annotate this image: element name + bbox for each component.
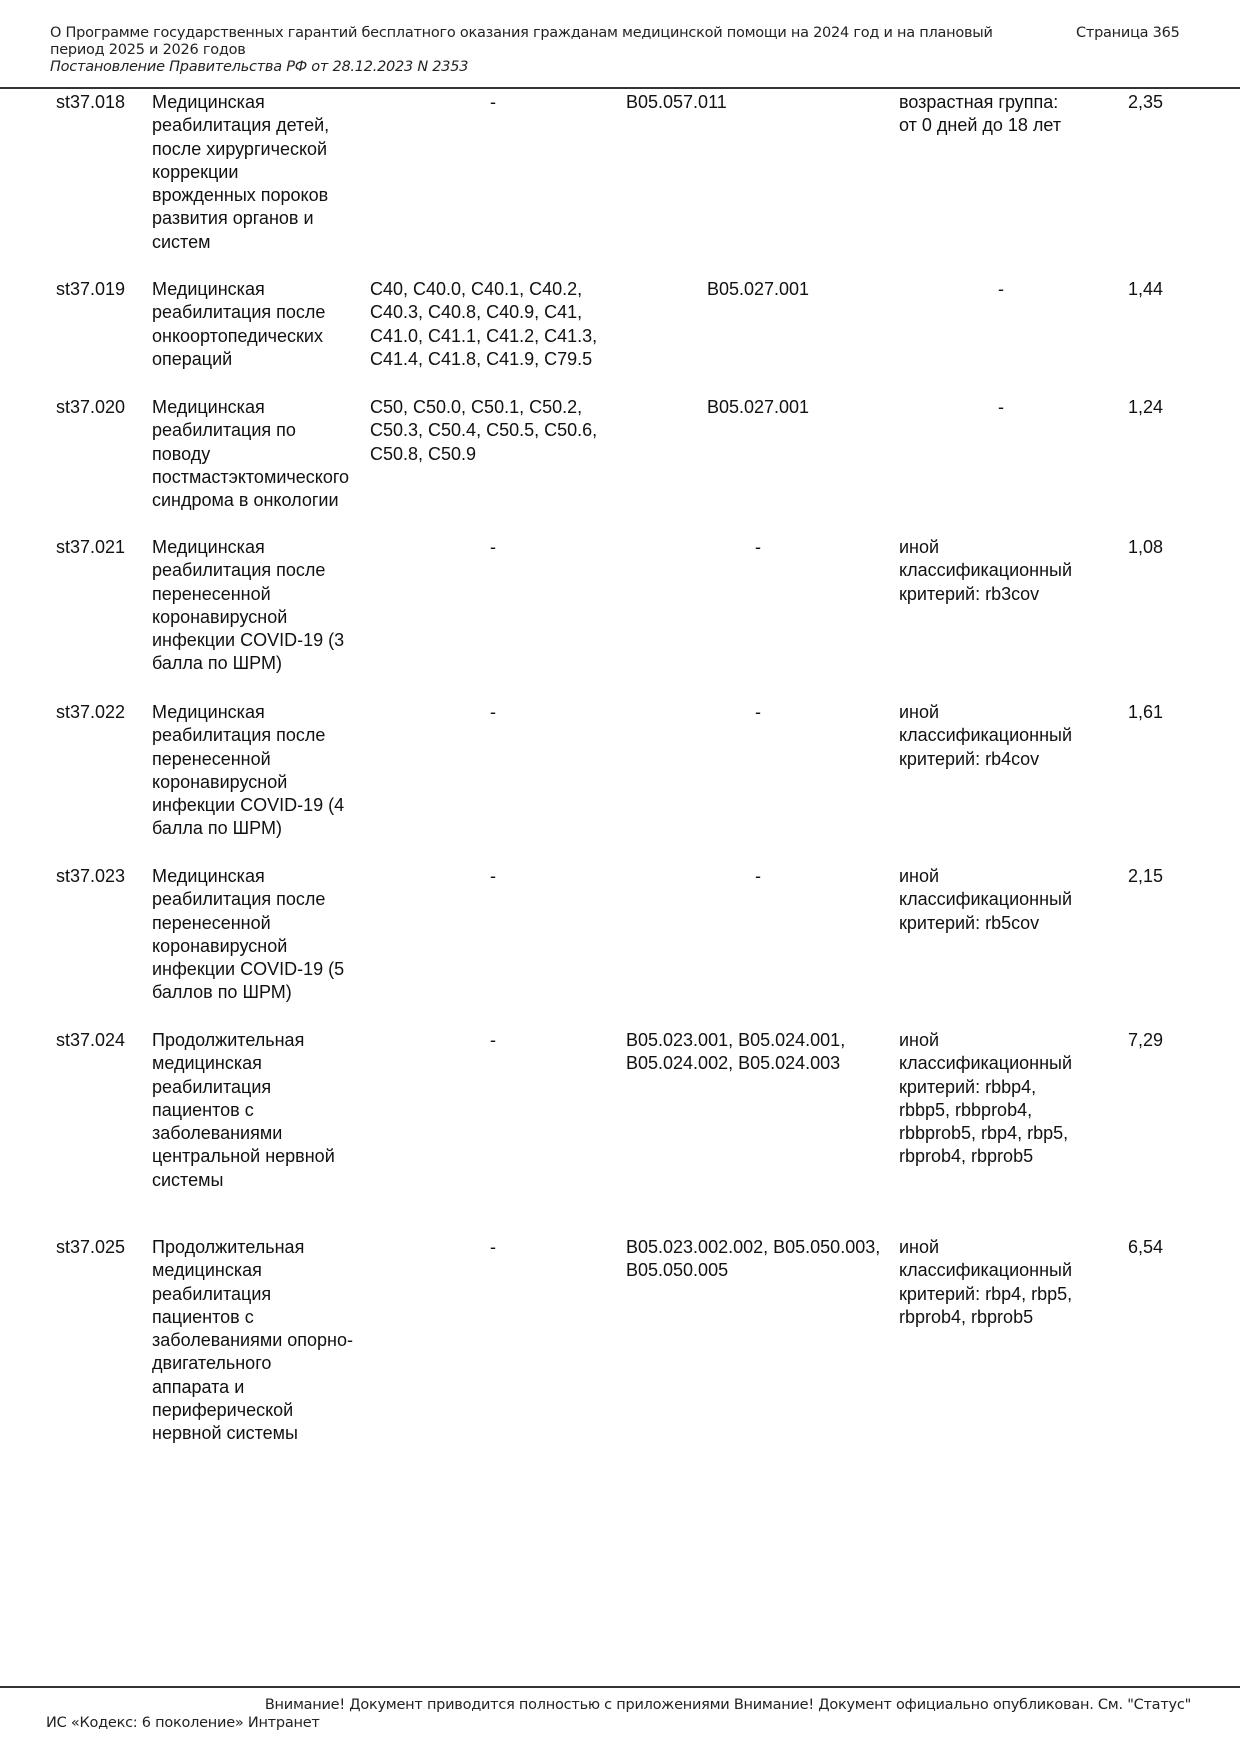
row-service-codes: - — [755, 866, 761, 886]
row-name: Медицинская реабилитация после перенесенной коронавирусной инфекции COVID-19 (3 балла по ШРМ) — [152, 537, 345, 674]
row-criteria: - — [998, 397, 1004, 417]
page-number: Страница 365 — [1076, 25, 1180, 41]
row-diagnosis-codes: C40, C40.0, C40.1, C40.2, C40.3, C40.8, C40.9, C41, C41.0, C41.1, C41.2, C41.3, C41.4, C41.8, C41.9, C79.5 — [370, 279, 598, 369]
row-diagnosis-codes: - — [490, 92, 496, 112]
row-code: st37.022 — [56, 702, 126, 722]
row-name: Медицинская реабилитация детей, после хирургической коррекции врожденных пороков развития органов и систем — [152, 92, 330, 252]
row-coefficient: 2,35 — [1128, 92, 1164, 112]
document-subtitle: Постановление Правительства РФ от 28.12.2023 N 2353 — [50, 59, 469, 75]
row-criteria: иной классификационный критерий: rbp4, rbp5, rbprob4, rbprob5 — [899, 1237, 1073, 1327]
row-criteria: иной классификационный критерий: rbbp4, rbbp5, rbbprob4, rbbprob5, rbp4, rbp5, rbprob4, rbprob5 — [899, 1030, 1073, 1167]
row-name: Медицинская реабилитация после перенесенной коронавирусной инфекции COVID-19 (4 балла по ШРМ) — [152, 702, 345, 839]
row-service-codes: B05.057.011 — [626, 92, 727, 112]
row-diagnosis-codes: - — [490, 866, 496, 886]
header-divider — [0, 87, 1240, 89]
row-service-codes: B05.027.001 — [706, 397, 810, 417]
row-criteria: - — [998, 279, 1004, 299]
row-criteria: иной классификационный критерий: rb4cov — [899, 702, 1073, 769]
row-coefficient: 7,29 — [1128, 1030, 1164, 1050]
row-coefficient: 1,44 — [1128, 279, 1164, 299]
footer-system: ИС «Кодекс: 6 поколение» Интранет — [46, 1715, 320, 1731]
document-title-line1: О Программе государственных гарантий бесплатного оказания гражданам медицинской помощи на 2024 год и на плановый — [50, 25, 993, 41]
row-code: st37.023 — [56, 866, 126, 886]
row-diagnosis-codes: - — [490, 702, 496, 722]
document-title-line2: период 2025 и 2026 годов — [50, 42, 246, 58]
row-name: Медицинская реабилитация по поводу постмастэктомического синдрома в онкологии — [152, 397, 350, 511]
row-diagnosis-codes: C50, C50.0, C50.1, C50.2, C50.3, C50.4, C50.5, C50.6, C50.8, C50.9 — [370, 397, 598, 464]
row-code: st37.025 — [56, 1237, 126, 1257]
row-diagnosis-codes: - — [490, 1030, 496, 1050]
row-diagnosis-codes: - — [490, 1237, 496, 1257]
row-code: st37.018 — [56, 92, 126, 112]
row-code: st37.024 — [56, 1030, 126, 1050]
footer-divider — [0, 1686, 1240, 1688]
row-code: st37.019 — [56, 279, 126, 299]
row-service-codes: B05.023.001, B05.024.001, B05.024.002, B05.024.003 — [626, 1030, 846, 1074]
row-name: Медицинская реабилитация после онкоортопедических операций — [152, 279, 326, 369]
row-code: st37.020 — [56, 397, 126, 417]
row-criteria: иной классификационный критерий: rb3cov — [899, 537, 1073, 604]
row-name: Продолжительная медицинская реабилитация пациентов с заболеваниями центральной нервной системы — [152, 1030, 335, 1190]
row-service-codes: - — [755, 537, 761, 557]
footer-notice: Внимание! Документ приводится полностью с приложениями Внимание! Документ официально опубликован. См. "Статус" — [264, 1697, 1191, 1713]
row-diagnosis-codes: - — [490, 537, 496, 557]
row-criteria: возрастная группа: от 0 дней до 18 лет — [899, 92, 1062, 136]
row-name: Медицинская реабилитация после перенесенной коронавирусной инфекции COVID-19 (5 баллов по ШРМ) — [152, 866, 345, 1003]
row-service-codes: B05.023.002.002, B05.050.003, B05.050.005 — [626, 1237, 881, 1281]
row-coefficient: 6,54 — [1128, 1237, 1164, 1257]
row-name: Продолжительная медицинская реабилитация пациентов с заболеваниями опорно- двигательного аппарата и периферической нервной системы — [152, 1237, 353, 1444]
row-code: st37.021 — [56, 537, 126, 557]
row-service-codes: - — [755, 702, 761, 722]
row-criteria: иной классификационный критерий: rb5cov — [899, 866, 1073, 933]
row-coefficient: 1,08 — [1128, 537, 1164, 557]
row-coefficient: 1,61 — [1128, 702, 1164, 722]
row-coefficient: 1,24 — [1128, 397, 1164, 417]
row-coefficient: 2,15 — [1128, 866, 1164, 886]
row-service-codes: B05.027.001 — [706, 279, 810, 299]
